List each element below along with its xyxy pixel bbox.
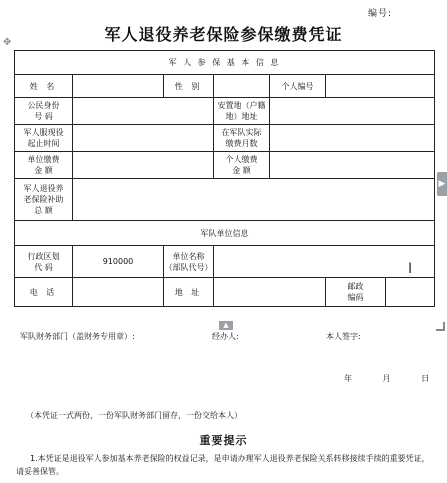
- serial-number-label: 编号:: [368, 9, 393, 19]
- personal-payment-field[interactable]: [270, 152, 435, 179]
- handler-label: 经办人:: [212, 332, 239, 341]
- table-row: [15, 179, 435, 221]
- signature-label: 本人签字:: [326, 332, 361, 341]
- postal-code-field[interactable]: [386, 278, 435, 307]
- text-cursor-icon: I: [408, 261, 413, 277]
- phone-field[interactable]: [73, 278, 164, 307]
- personal-payment-label: 个人缴费 金 额: [214, 152, 270, 179]
- resettle-address-field[interactable]: [270, 98, 435, 125]
- postal-code-label: 邮政 编码: [326, 278, 386, 307]
- page-side-arrow-icon[interactable]: ▶: [437, 172, 447, 196]
- copies-note: （本凭证一式两份，一份军队财务部门留存，一份交给本人）: [26, 411, 242, 420]
- phone-label: 电 话: [15, 278, 73, 307]
- table-row: [15, 98, 435, 125]
- unit-section-header: 军队单位信息: [15, 221, 435, 246]
- table-row: [15, 152, 435, 179]
- unit-name-label: 单位名称 （部队代号）: [164, 246, 214, 278]
- citizen-id-field[interactable]: [73, 98, 214, 125]
- unit-payment-field[interactable]: [73, 152, 214, 179]
- gender-field[interactable]: [214, 75, 270, 98]
- table-row: [15, 75, 435, 98]
- unit-payment-label: 单位缴费 金 额: [15, 152, 73, 179]
- region-code-value[interactable]: 910000: [73, 246, 164, 278]
- unit-name-field[interactable]: [214, 246, 435, 278]
- finance-dept-label: 军队财务部门（盖财务专用章）:: [20, 332, 135, 341]
- section-header-row: [15, 51, 435, 75]
- table-resize-handle-icon[interactable]: [436, 322, 445, 331]
- personal-id-field[interactable]: [326, 75, 435, 98]
- gender-label: 性 别: [164, 75, 214, 98]
- service-period-field[interactable]: [73, 125, 214, 152]
- name-label: 姓 名: [15, 75, 73, 98]
- contribution-form-table: [14, 50, 435, 307]
- table-row: [15, 278, 435, 307]
- service-period-label: 军人服现役 起止时间: [15, 125, 73, 152]
- region-code-label: 行政区划 代 码: [15, 246, 73, 278]
- table-row: [15, 246, 435, 278]
- address-label: 地 址: [164, 278, 214, 307]
- subsidy-total-field[interactable]: [73, 179, 435, 221]
- table-row: [15, 125, 435, 152]
- subsidy-total-label: 军人退役养 老保险补助 总 额: [15, 179, 73, 221]
- actual-months-field[interactable]: [270, 125, 435, 152]
- notice-item-1: 1.本凭证是退役军人参加基本养老保险的权益记录，是申请办理军人退役养老保险关系转移接续手续的重要凭证，请妥善保管。: [16, 454, 430, 476]
- date-line: 年 月 日: [344, 374, 444, 383]
- name-field[interactable]: [73, 75, 164, 98]
- table-move-handle-icon[interactable]: ✥: [3, 37, 12, 48]
- personal-id-label: 个人编号: [270, 75, 326, 98]
- actual-months-label: 在军队实际 缴费月数: [214, 125, 270, 152]
- address-field[interactable]: [214, 278, 326, 307]
- notice-title: 重要提示: [199, 434, 248, 447]
- table-add-row-icon[interactable]: ▲: [219, 321, 233, 330]
- section-header-row: [15, 221, 435, 246]
- document-title: 军人退役养老保险参保缴费凭证: [104, 25, 343, 44]
- personal-section-header: 军 人 参 保 基 本 信 息: [15, 51, 435, 75]
- resettle-address-label: 安置地（户籍 地）地址: [214, 98, 270, 125]
- citizen-id-label: 公民身份 号 码: [15, 98, 73, 125]
